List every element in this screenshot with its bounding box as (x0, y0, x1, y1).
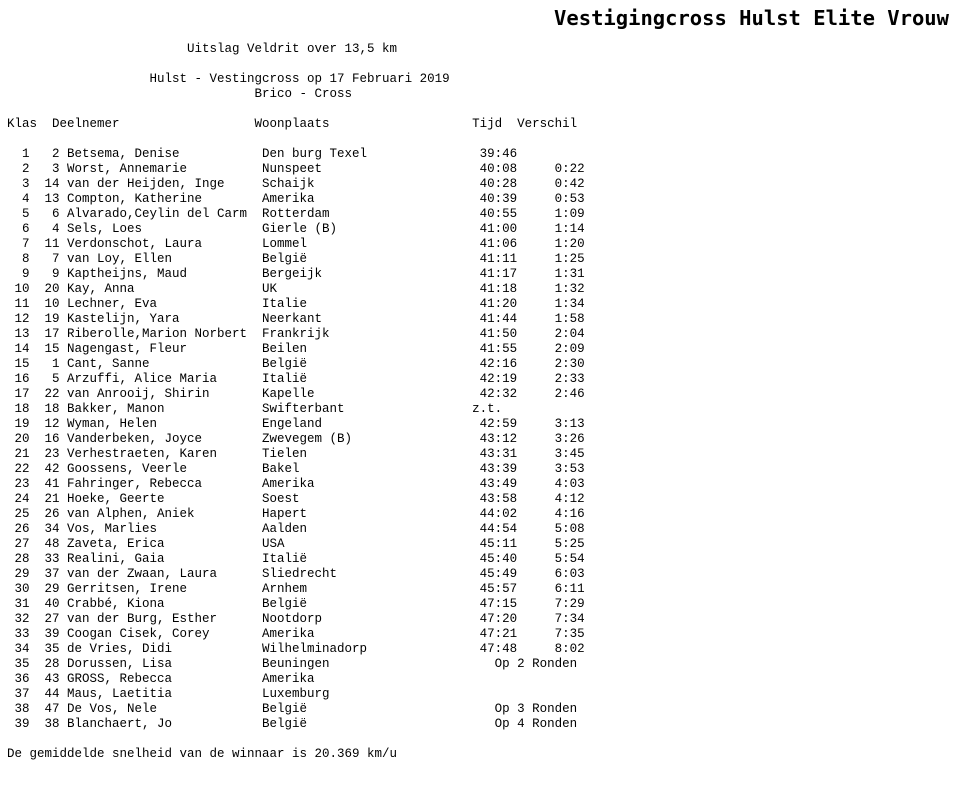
table-row: 30 29 Gerritsen, Irene Arnhem 45:57 6:11 (7, 582, 585, 596)
table-row: 25 26 van Alphen, Aniek Hapert 44:02 4:16 (7, 507, 585, 521)
table-row: 29 37 van der Zwaan, Laura Sliedrecht 45:49 6:03 (7, 567, 585, 581)
table-row: 4 13 Compton, Katherine Amerika 40:39 0:53 (7, 192, 585, 206)
table-row: 24 21 Hoeke, Geerte Soest 43:58 4:12 (7, 492, 585, 506)
subtitle-distance: Uitslag Veldrit over 13,5 km (7, 42, 398, 56)
table-row: 31 40 Crabbé, Kiona België 47:15 7:29 (7, 597, 585, 611)
table-row: 36 43 GROSS, Rebecca Amerika (7, 672, 315, 686)
table-row: 20 16 Vanderbeken, Joyce Zwevegem (B) 43:12 3:26 (7, 432, 585, 446)
table-row: 10 20 Kay, Anna UK 41:18 1:32 (7, 282, 585, 296)
table-row: 18 18 Bakker, Manon Swifterbant z.t. (7, 402, 503, 416)
table-row: 34 35 de Vries, Didi Wilhelminadorp 47:48 8:02 (7, 642, 585, 656)
table-row: 38 47 De Vos, Nele België Op 3 Ronden (7, 702, 578, 716)
table-row: 19 12 Wyman, Helen Engeland 42:59 3:13 (7, 417, 585, 431)
table-row: 14 15 Nagengast, Fleur Beilen 41:55 2:09 (7, 342, 585, 356)
table-row: 39 38 Blanchaert, Jo België Op 4 Ronden (7, 717, 578, 731)
table-row: 26 34 Vos, Marlies Aalden 44:54 5:08 (7, 522, 585, 536)
table-row: 35 28 Dorussen, Lisa Beuningen Op 2 Ronden (7, 657, 578, 671)
table-row: 33 39 Coogan Cisek, Corey Amerika 47:21 7:35 (7, 627, 585, 641)
table-row: 1 2 Betsema, Denise Den burg Texel 39:46 (7, 147, 518, 161)
table-row: 9 9 Kaptheijns, Maud Bergeijk 41:17 1:31 (7, 267, 585, 281)
table-row: 28 33 Realini, Gaia Italië 45:40 5:54 (7, 552, 585, 566)
table-row: 23 41 Fahringer, Rebecca Amerika 43:49 4:03 (7, 477, 585, 491)
table-row: 6 4 Sels, Loes Gierle (B) 41:00 1:14 (7, 222, 585, 236)
table-row: 27 48 Zaveta, Erica USA 45:11 5:25 (7, 537, 585, 551)
table-row: 11 10 Lechner, Eva Italie 41:20 1:34 (7, 297, 585, 311)
table-row: 21 23 Verhestraeten, Karen Tielen 43:31 3:45 (7, 447, 585, 461)
subtitle-sponsor: Brico - Cross (7, 87, 353, 101)
table-row: 16 5 Arzuffi, Alice Maria Italië 42:19 2:33 (7, 372, 585, 386)
table-row: 17 22 van Anrooij, Shirin Kapelle 42:32 2:46 (7, 387, 585, 401)
table-row: 3 14 van der Heijden, Inge Schaijk 40:28 0:42 (7, 177, 585, 191)
page-title: Vestigingcross Hulst Elite Vrouw (554, 6, 949, 30)
results-table (7, 147, 585, 731)
table-row: 5 6 Alvarado,Ceylin del Carm Rotterdam 40:55 1:09 (7, 207, 585, 221)
average-speed-note: De gemiddelde snelheid van de winnaar is 20.369 km/u (7, 747, 398, 761)
column-headers: Klas Deelnemer Woonplaats Tijd Verschil (7, 117, 578, 131)
subtitle-event: Hulst - Vestingcross op 17 Februari 2019 (7, 72, 450, 86)
table-row: 7 11 Verdonschot, Laura Lommel 41:06 1:20 (7, 237, 585, 251)
table-row: 32 27 van der Burg, Esther Nootdorp 47:20 7:34 (7, 612, 585, 626)
table-row: 2 3 Worst, Annemarie Nunspeet 40:08 0:22 (7, 162, 585, 176)
results-report (7, 42, 585, 762)
table-row: 22 42 Goossens, Veerle Bakel 43:39 3:53 (7, 462, 585, 476)
table-row: 8 7 van Loy, Ellen België 41:11 1:25 (7, 252, 585, 266)
table-row: 13 17 Riberolle,Marion Norbert Frankrijk 41:50 2:04 (7, 327, 585, 341)
table-row: 15 1 Cant, Sanne België 42:16 2:30 (7, 357, 585, 371)
table-row: 12 19 Kastelijn, Yara Neerkant 41:44 1:58 (7, 312, 585, 326)
table-row: 37 44 Maus, Laetitia Luxemburg (7, 687, 330, 701)
